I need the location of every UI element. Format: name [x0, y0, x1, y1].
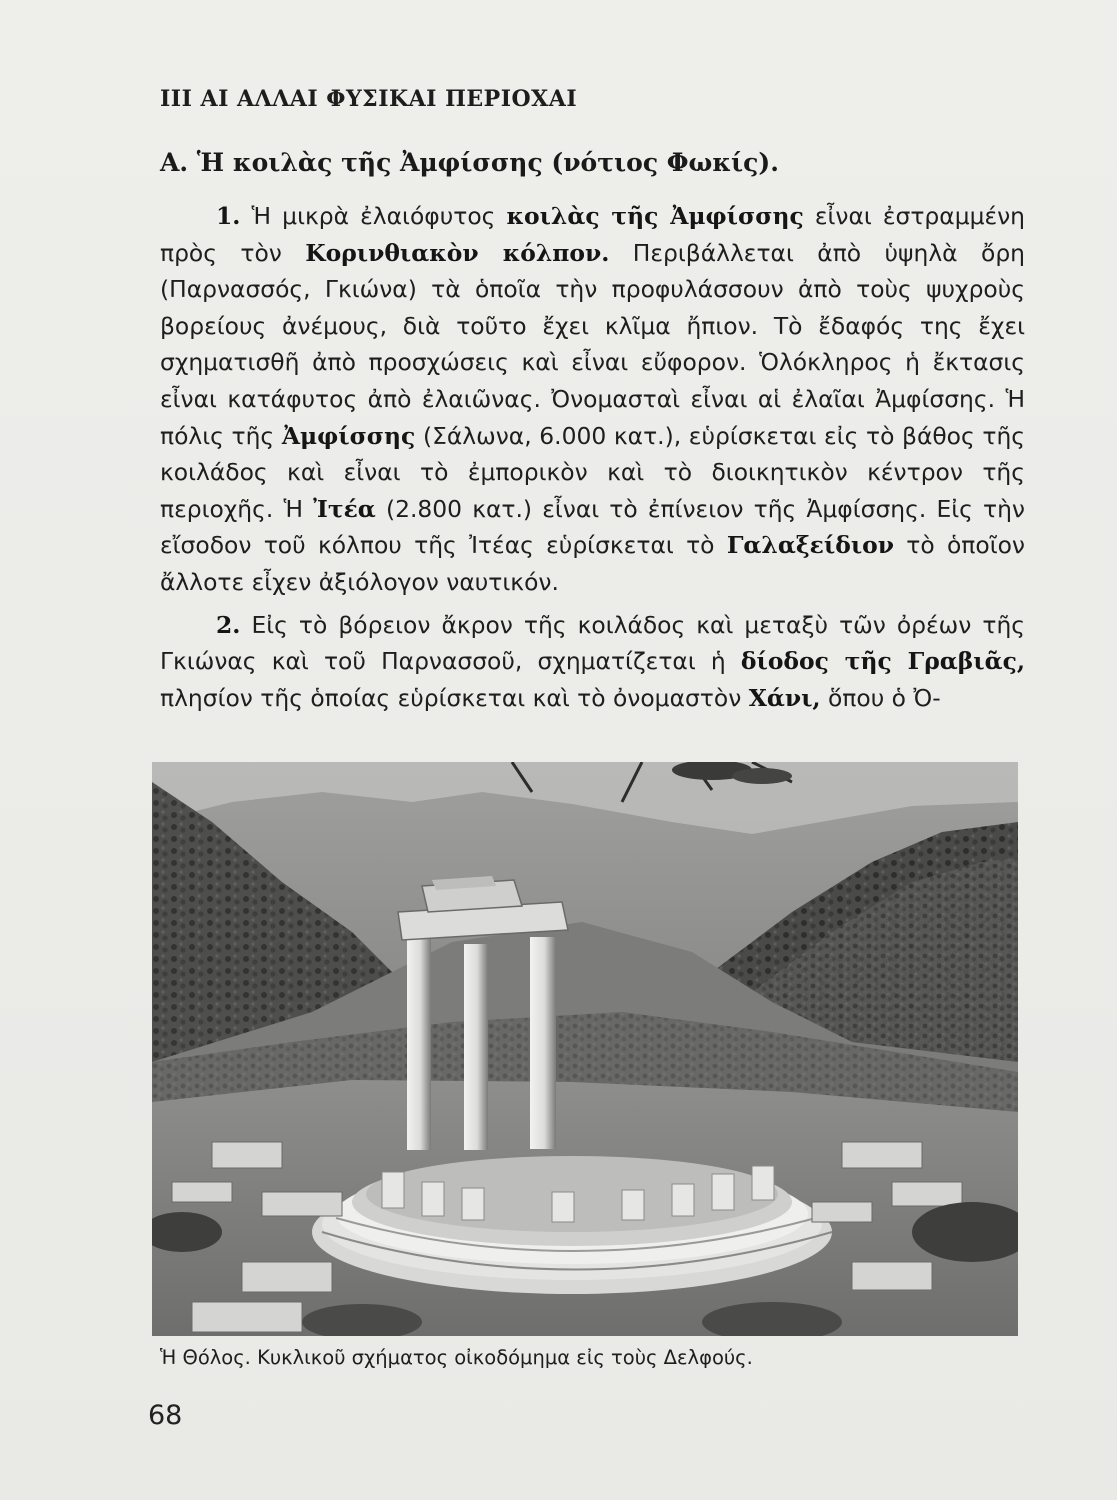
bold-term: Γαλαξείδιον: [726, 531, 894, 560]
bold-term: κοιλὰς τῆς Ἀμφίσσης: [506, 202, 804, 230]
running-head: III ΑΙ ΑΛΛΑΙ ΦΥΣΙΚΑΙ ΠΕΡΙΟΧΑΙ: [160, 86, 578, 112]
bold-term: Χάνι,: [748, 683, 821, 712]
tholos-photograph: [152, 762, 1018, 1336]
bold-term: Ἰτέα: [313, 494, 376, 523]
paragraph-number: 2.: [216, 610, 241, 639]
bold-term: Κορινθιακὸν κόλπον.: [305, 238, 610, 267]
bold-term: δίοδος τῆς Γραβιᾶς,: [740, 647, 1026, 676]
figure-caption: Ἡ Θόλος. Κυκλικοῦ σχήματος οἰκοδόμημα εἰς τοὺς Δελφούς.: [160, 1346, 753, 1369]
page-number: 68: [148, 1400, 183, 1431]
paragraph-1: 1. Ἡ μικρὰ ἐλαιόφυτος κοιλὰς τῆς Ἀμφίσσης εἶναι ἐστραμμένη πρὸς τὸν Κορινθιακὸν κόλπον. Περιβάλλεται ἀπὸ ὑψηλὰ ὄρη (Παρνασσός, Γκιώνα) τὰ ὁποῖα τὴν προφυλάσσουν ἀπὸ τοὺς ψυχροὺς βορείους ἀνέμους, διὰ τοῦτο ἔχει κλῖμα ἤπιον. Τὸ ἔδαφός της ἔχει σχηματισθῆ ἀπὸ προσχώσεις καὶ εἶναι εὔφορον. Ὁλόκληρος ἡ ἔκτασις εἶναι κατάφυτος ἀπὸ ἐλαιῶνας. Ὀνομασταὶ εἶναι αἱ ἐλαῖαι Ἀμφίσσης. Ἡ πόλις τῆς Ἀμφίσσης (Σάλωνα, 6.000 κατ.), εὑρίσκεται εἰς τὸ βάθος τῆς κοιλάδος καὶ εἶναι τὸ ἐμπορικὸν καὶ τὸ διοικητικὸν κέντρον τῆς περιοχῆς. Ἡ Ἰτέα (2.800 κατ.) εἶναι τὸ ἐπίνειον τῆς Ἀμφίσσης. Εἰς τὴν εἴσοδον τοῦ κόλπου τῆς Ἰτέας εὑρίσκεται τὸ Γαλαξείδιον τὸ ὁποῖον ἄλλοτε εἶχεν ἀξιόλογον ναυτικόν.: [160, 202, 1025, 596]
paragraph-2: 2. Εἰς τὸ βόρειον ἄκρον τῆς κοιλάδος καὶ μεταξὺ τῶν ὀρέων τῆς Γκιώνας καὶ τοῦ Παρνασσοῦ, σχηματίζεται ἡ δίοδος τῆς Γραβιᾶς, πλησίον τῆς ὁποίας εὑρίσκεται καὶ τὸ ὀνομαστὸν Χάνι, ὅπου ὁ Ὀ-: [160, 610, 1026, 712]
bold-term: Ἀμφίσσης: [281, 421, 416, 450]
section-title: Α. Ἡ κοιλὰς τῆς Ἀμφίσσης (νότιος Φωκίς).: [160, 148, 779, 177]
paragraph-number: 1.: [216, 202, 241, 230]
body-text: [160, 198, 1025, 716]
